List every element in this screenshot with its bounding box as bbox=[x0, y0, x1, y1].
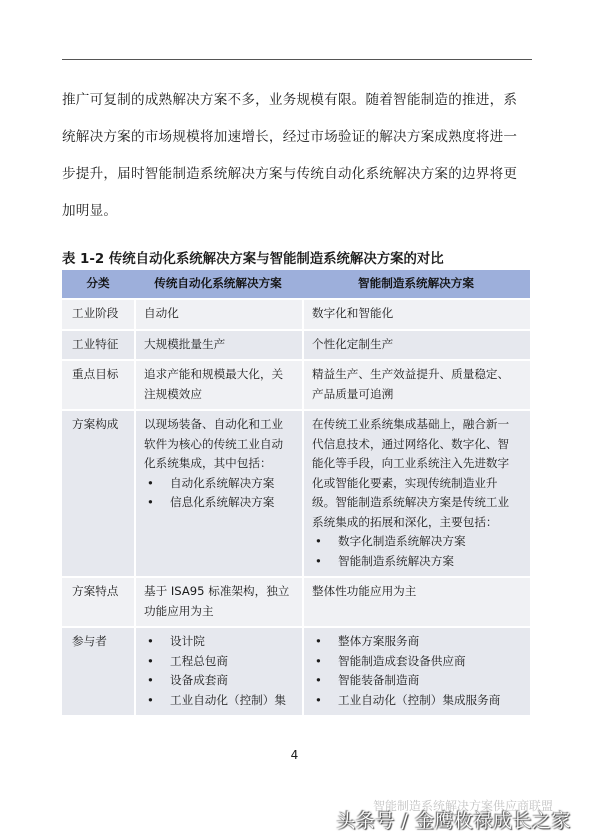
header-rule bbox=[62, 59, 532, 60]
watermark-sub-text: 智能制造系统解决方案供应商联盟 bbox=[372, 799, 553, 813]
cell-category: 方案构成 bbox=[62, 409, 134, 576]
bullet-item: • 设计院 bbox=[144, 632, 296, 652]
table-row bbox=[62, 329, 530, 360]
table-row bbox=[62, 576, 530, 626]
cell-traditional bbox=[134, 359, 302, 409]
bullet-item: • 设备成套商 bbox=[144, 671, 296, 691]
cell-text-line: 功能应用为主 bbox=[144, 603, 214, 618]
cell-text-line: 产品质量可追溯 bbox=[312, 386, 394, 401]
cell-category: 方案特点 bbox=[62, 576, 134, 626]
bullet-item: • 智能制造系统解决方案 bbox=[312, 552, 524, 572]
bullet-item: • 工业自动化（控制）集 bbox=[144, 691, 296, 711]
cell-traditional bbox=[134, 409, 302, 576]
header-smart: 智能制造系统解决方案 bbox=[302, 270, 530, 298]
paragraph-line: 步提升，届时智能制造系统解决方案与传统自动化系统解决方案的边界将更 bbox=[62, 166, 518, 182]
cell-text-line: 个性化定制生产 bbox=[312, 336, 394, 351]
cell-text-line: 化系统集成，其中包括： bbox=[144, 456, 272, 470]
cell-category: 工业特征 bbox=[62, 329, 134, 360]
cell-smart bbox=[302, 329, 530, 360]
cell-text-line: 系统集成的拓展和深化，主要包括： bbox=[312, 514, 498, 529]
header-category: 分类 bbox=[62, 270, 134, 298]
bullet-item: • 信息化系统解决方案 bbox=[144, 493, 296, 513]
bullet-item: • 工业自动化（控制）集成服务商 bbox=[312, 691, 524, 711]
bullet-item: • 智能制造成套设备供应商 bbox=[312, 652, 524, 672]
cell-smart bbox=[302, 626, 530, 715]
table-row bbox=[62, 626, 530, 715]
cell-text-line: 级。智能制造系统解决方案是传统工业 bbox=[312, 495, 510, 509]
cell-traditional bbox=[134, 329, 302, 360]
cell-text-line: 整体性功能应用为主 bbox=[312, 584, 417, 598]
cell-text-line: 精益生产、生产效益提升、质量稳定、 bbox=[312, 367, 510, 381]
bullet-item: • 整体方案服务商 bbox=[312, 632, 524, 652]
table-caption: 表 1-2 传统自动化系统解决方案与智能制造系统解决方案的对比 bbox=[62, 252, 444, 267]
table-header-row bbox=[62, 270, 530, 298]
cell-smart bbox=[302, 298, 530, 329]
bullet-item: • 智能装备制造商 bbox=[312, 671, 524, 691]
cell-text-line: 以现场装备、自动化和工业 bbox=[144, 417, 284, 431]
cell-text-line: 基于 ISA95 标准架构，独立 bbox=[144, 584, 290, 598]
paragraph-line: 统解决方案的市场规模将加速增长，经过市场验证的解决方案成熟度将进一 bbox=[62, 129, 518, 145]
cell-text-line: 数字化和智能化 bbox=[312, 306, 394, 320]
bullet-item: • 数字化制造系统解决方案 bbox=[312, 532, 524, 552]
cell-category: 参与者 bbox=[62, 626, 134, 715]
cell-traditional bbox=[134, 576, 302, 626]
cell-text-line: 追求产能和规模最大化，关 bbox=[144, 367, 284, 381]
watermark-text: 头条号 / 金鹰枚禄成长之家 bbox=[336, 810, 571, 832]
header-traditional: 传统自动化系统解决方案 bbox=[134, 270, 302, 298]
cell-traditional bbox=[134, 626, 302, 715]
cell-category: 重点目标 bbox=[62, 359, 134, 409]
cell-text-line: 在传统工业系统集成基础上，融合新一 bbox=[312, 417, 510, 431]
table-row bbox=[62, 409, 530, 576]
paragraph-line: 推广可复制的成熟解决方案不多，业务规模有限。随着智能制造的推进，系 bbox=[62, 92, 518, 108]
cell-text-line: 自动化 bbox=[144, 306, 179, 320]
table-row bbox=[62, 359, 530, 409]
cell-text-line: 软件为核心的传统工业自动 bbox=[144, 436, 284, 451]
cell-text-line: 能化等手段，向工业系统注入先进数字 bbox=[312, 456, 510, 470]
paragraph-line: 加明显。 bbox=[62, 203, 118, 219]
page-number: 4 bbox=[290, 748, 299, 762]
cell-smart bbox=[302, 576, 530, 626]
comparison-table bbox=[62, 270, 530, 715]
table-row bbox=[62, 298, 530, 329]
cell-smart bbox=[302, 409, 530, 576]
body-paragraph bbox=[62, 82, 534, 230]
cell-text-line: 大规模批量生产 bbox=[144, 336, 226, 351]
cell-text-line: 注规模效应 bbox=[144, 386, 202, 401]
bullet-item: • 工程总包商 bbox=[144, 652, 296, 672]
cell-traditional bbox=[134, 298, 302, 329]
cell-text-line: 化或智能化要素，实现传统制造业升 bbox=[312, 475, 498, 490]
cell-text-line: 代信息技术，通过网络化、数字化、智 bbox=[312, 436, 510, 451]
bullet-item: • 自动化系统解决方案 bbox=[144, 474, 296, 494]
cell-category: 工业阶段 bbox=[62, 298, 134, 329]
cell-smart bbox=[302, 359, 530, 409]
